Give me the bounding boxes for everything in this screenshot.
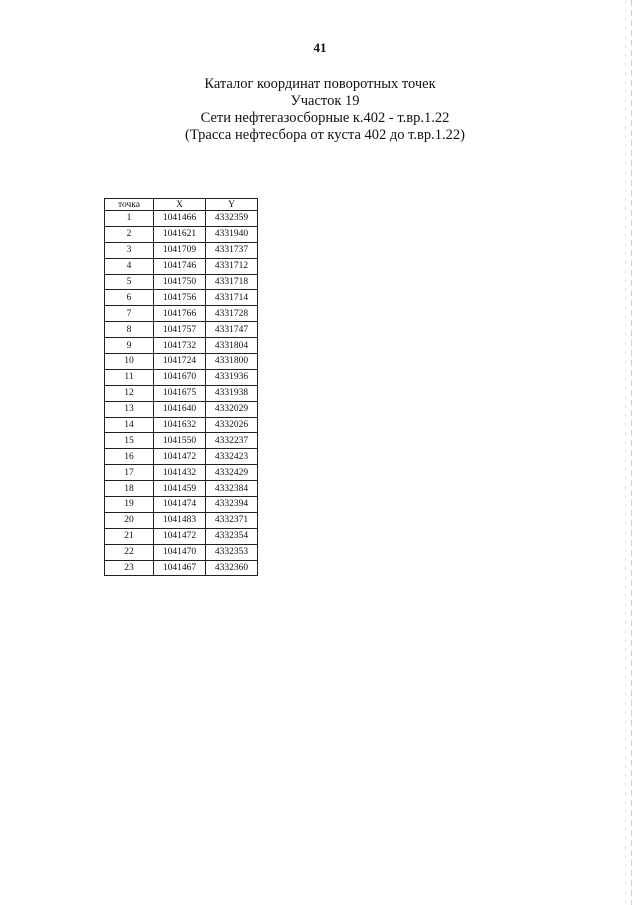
- cell-point: 9: [105, 338, 154, 354]
- cell-x: 1041675: [154, 385, 206, 401]
- cell-y: 4331728: [206, 306, 258, 322]
- table-row: [105, 258, 258, 274]
- cell-x: 1041756: [154, 290, 206, 306]
- cell-point: 19: [105, 497, 154, 513]
- cell-point: 2: [105, 226, 154, 242]
- cell-y: 4332354: [206, 528, 258, 544]
- cell-x: 1041474: [154, 497, 206, 513]
- table-row: [105, 465, 258, 481]
- table-row: [105, 497, 258, 513]
- table-row: [105, 338, 258, 354]
- cell-x: 1041550: [154, 433, 206, 449]
- cell-x: 1041472: [154, 528, 206, 544]
- table-row: [105, 242, 258, 258]
- cell-y: 4332394: [206, 497, 258, 513]
- title-line-route: (Трасса нефтесбора от куста 402 до т.вр.1.22): [185, 127, 465, 143]
- title-line-catalog: Каталог координат поворотных точек: [204, 76, 436, 92]
- cell-y: 4332423: [206, 449, 258, 465]
- cell-point: 11: [105, 369, 154, 385]
- table-body: [105, 211, 258, 576]
- cell-point: 12: [105, 385, 154, 401]
- cell-x: 1041632: [154, 417, 206, 433]
- document-title: [0, 76, 640, 144]
- cell-point: 10: [105, 354, 154, 370]
- table-row: [105, 560, 258, 576]
- cell-y: 4332360: [206, 560, 258, 576]
- cell-y: 4331718: [206, 274, 258, 290]
- cell-x: 1041746: [154, 258, 206, 274]
- cell-y: 4331737: [206, 242, 258, 258]
- cell-x: 1041467: [154, 560, 206, 576]
- cell-x: 1041750: [154, 274, 206, 290]
- cell-y: 4331940: [206, 226, 258, 242]
- table-row: [105, 385, 258, 401]
- cell-y: 4331747: [206, 322, 258, 338]
- page-number: 41: [313, 40, 327, 55]
- cell-y: 4332026: [206, 417, 258, 433]
- table-row: [105, 433, 258, 449]
- table-row: [105, 322, 258, 338]
- cell-x: 1041640: [154, 401, 206, 417]
- cell-point: 18: [105, 481, 154, 497]
- cell-point: 14: [105, 417, 154, 433]
- cell-y: 4331804: [206, 338, 258, 354]
- cell-x: 1041709: [154, 242, 206, 258]
- coordinates-table: [104, 198, 258, 576]
- cell-y: 4332353: [206, 544, 258, 560]
- cell-x: 1041766: [154, 306, 206, 322]
- cell-y: 4331714: [206, 290, 258, 306]
- table-row: [105, 211, 258, 227]
- cell-x: 1041757: [154, 322, 206, 338]
- cell-point: 15: [105, 433, 154, 449]
- title-line-network: Сети нефтегазосборные к.402 - т.вр.1.22: [200, 110, 450, 126]
- cell-point: 23: [105, 560, 154, 576]
- cell-point: 5: [105, 274, 154, 290]
- cell-x: 1041724: [154, 354, 206, 370]
- cell-y: 4332359: [206, 211, 258, 227]
- cell-point: 20: [105, 512, 154, 528]
- cell-y: 4332384: [206, 481, 258, 497]
- cell-x: 1041432: [154, 465, 206, 481]
- cell-point: 4: [105, 258, 154, 274]
- cell-y: 4331936: [206, 369, 258, 385]
- cell-y: 4331712: [206, 258, 258, 274]
- cell-point: 8: [105, 322, 154, 338]
- cell-y: 4331800: [206, 354, 258, 370]
- cell-x: 1041466: [154, 211, 206, 227]
- title-line-section: Участок 19: [290, 93, 360, 109]
- table-header-row: [105, 199, 258, 211]
- cell-x: 1041472: [154, 449, 206, 465]
- cell-point: 7: [105, 306, 154, 322]
- cell-y: 4332371: [206, 512, 258, 528]
- cell-x: 1041621: [154, 226, 206, 242]
- cell-x: 1041732: [154, 338, 206, 354]
- cell-x: 1041483: [154, 512, 206, 528]
- cell-x: 1041459: [154, 481, 206, 497]
- table-row: [105, 306, 258, 322]
- cell-point: 6: [105, 290, 154, 306]
- table-row: [105, 226, 258, 242]
- table-row: [105, 544, 258, 560]
- cell-y: 4332029: [206, 401, 258, 417]
- cell-x: 1041470: [154, 544, 206, 560]
- header-y: Y: [206, 199, 258, 211]
- cell-point: 16: [105, 449, 154, 465]
- cell-point: 1: [105, 211, 154, 227]
- cell-point: 3: [105, 242, 154, 258]
- table-row: [105, 290, 258, 306]
- table-row: [105, 481, 258, 497]
- table-row: [105, 401, 258, 417]
- cell-point: 21: [105, 528, 154, 544]
- cell-x: 1041670: [154, 369, 206, 385]
- scan-edge-line-secondary: [625, 0, 626, 905]
- table-row: [105, 354, 258, 370]
- header-point: точка: [105, 199, 154, 211]
- table-row: [105, 512, 258, 528]
- table-row: [105, 274, 258, 290]
- cell-point: 22: [105, 544, 154, 560]
- table-row: [105, 449, 258, 465]
- cell-y: 4331938: [206, 385, 258, 401]
- table-row: [105, 417, 258, 433]
- table-row: [105, 528, 258, 544]
- scan-edge-line: [631, 0, 632, 905]
- cell-y: 4332237: [206, 433, 258, 449]
- table-row: [105, 369, 258, 385]
- header-x: X: [154, 199, 206, 211]
- cell-y: 4332429: [206, 465, 258, 481]
- cell-point: 17: [105, 465, 154, 481]
- cell-point: 13: [105, 401, 154, 417]
